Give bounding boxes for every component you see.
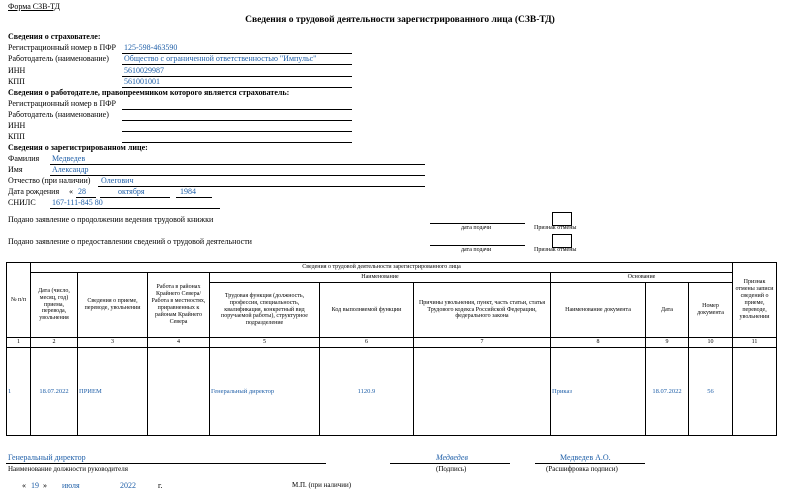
col-number: 7 <box>414 338 551 348</box>
continue-cancel-caption: Признак отмены <box>534 225 577 231</box>
insurer-employer-label: Работодатель (наименование) <box>8 54 109 63</box>
cell-docname[interactable]: Приказ <box>551 347 646 435</box>
snils-label: СНИЛС <box>8 198 36 207</box>
th-cancel: Признак отмены записи сведений о приеме, переводе, увольнении <box>733 263 777 338</box>
col-number: 6 <box>320 338 414 348</box>
th-north: Работа в районах Крайнего Севера/Работа в местностях, приравненных к районам Крайнего Севера <box>148 273 210 338</box>
successor-inn-label: ИНН <box>8 121 26 130</box>
continue-date-caption: дата подачи <box>461 225 492 231</box>
successor-reg-label: Регистрационный номер в ПФР <box>8 99 116 108</box>
col-number: 2 <box>31 338 78 348</box>
th-date: Дата (число, месяц, год) приема, перевода, увольнения <box>31 273 78 338</box>
date-month[interactable]: июля <box>62 481 80 490</box>
date-quote-open: « <box>22 481 26 490</box>
date-quote-close: » <box>43 481 47 490</box>
decode-value[interactable]: Медведев А.О. <box>560 453 611 462</box>
provide-statement-label: Подано заявление о предоставлении сведений о трудовой деятельности <box>8 237 252 246</box>
table-title: Сведения о трудовой деятельности зарегистрированного лица <box>31 263 733 273</box>
provide-date-caption: дата подачи <box>461 247 492 253</box>
cell-code[interactable]: 1120.9 <box>320 347 414 435</box>
provide-cancel-checkbox[interactable] <box>552 234 572 248</box>
th-code: Код выполняемой функции <box>320 283 414 338</box>
col-number: 3 <box>78 338 148 348</box>
signature-value[interactable]: Медведев <box>436 453 468 462</box>
successor-inn-line[interactable] <box>122 131 352 132</box>
th-docnum: Номер документа <box>689 283 733 338</box>
col-number: 4 <box>148 338 210 348</box>
continue-statement-label: Подано заявление о продолжении ведения трудовой книжки <box>8 215 214 224</box>
name-label: Имя <box>8 165 23 174</box>
snils-value[interactable]: 167-111-845 80 <box>52 198 103 207</box>
th-func: Трудовая функция (должность, профессия, специальность, квалификация, конкретный вид поручаемой работы), структурное подразделение <box>210 283 320 338</box>
surname-value[interactable]: Медведев <box>52 154 86 163</box>
provide-date-line[interactable] <box>430 245 525 246</box>
birth-month[interactable]: октября <box>118 187 145 196</box>
col-number: 10 <box>689 338 733 348</box>
col-number: 8 <box>551 338 646 348</box>
cell-num[interactable]: 1 <box>7 347 31 435</box>
successor-kpp-label: КПП <box>8 132 25 141</box>
patronymic-line <box>98 186 425 187</box>
successor-reg-line[interactable] <box>122 109 352 110</box>
insurer-reg-value[interactable]: 125-598-463590 <box>124 43 178 52</box>
col-number: 9 <box>646 338 689 348</box>
signature-caption: (Подпись) <box>436 465 467 473</box>
surname-line <box>50 164 425 165</box>
successor-section-title: Сведения о работодателе, правопреемником которого является страхователь: <box>8 88 290 97</box>
insurer-kpp-label: КПП <box>8 77 25 86</box>
col-number: 11 <box>733 338 777 348</box>
cell-docdate[interactable]: 18.07.2022 <box>646 347 689 435</box>
name-value[interactable]: Александр <box>52 165 89 174</box>
birth-label: Дата рождения <box>8 187 60 196</box>
date-year[interactable]: 2022 <box>120 481 136 490</box>
cell-info[interactable]: ПРИЕМ <box>78 347 148 435</box>
th-docname: Наименование документа <box>551 283 646 338</box>
labor-activity-table <box>6 262 777 436</box>
table-row[interactable] <box>7 347 777 435</box>
birth-day[interactable]: 28 <box>78 187 86 196</box>
col-number: 1 <box>7 338 31 348</box>
continue-cancel-checkbox[interactable] <box>552 212 572 226</box>
patronymic-value[interactable]: Олегович <box>101 176 134 185</box>
birth-month-line <box>100 197 170 198</box>
successor-kpp-line[interactable] <box>122 142 352 143</box>
snils-line <box>50 208 220 209</box>
th-group-basis: Основание <box>551 273 733 283</box>
position-caption: Наименование должности руководителя <box>8 465 128 473</box>
insurer-inn-label: ИНН <box>8 66 26 75</box>
date-day[interactable]: 19 <box>31 481 39 490</box>
successor-employer-label: Работодатель (наименование) <box>8 110 109 119</box>
stamp-label: М.П. (при наличии) <box>292 481 352 489</box>
provide-cancel-caption: Признак отмены <box>534 247 577 253</box>
th-num: № п/п <box>7 263 31 338</box>
document-title: Сведения о трудовой деятельности зарегистрированного лица (СЗВ-ТД) <box>245 15 555 25</box>
position-value[interactable]: Генеральный директор <box>8 453 86 462</box>
position-line <box>6 463 326 464</box>
insurer-reg-label: Регистрационный номер в ПФР <box>8 43 116 52</box>
cell-cancel[interactable] <box>733 347 777 435</box>
insurer-employer-line <box>122 64 352 65</box>
insurer-employer-value[interactable]: Общество с ограниченной ответственностью "Импульс" <box>124 54 317 63</box>
date-year-suffix: г. <box>158 481 163 490</box>
th-reason: Причины увольнения, пункт, часть статьи, статья Трудового кодекса Российской Федерации, федерального закона <box>414 283 551 338</box>
patronymic-label: Отчество (при наличии) <box>8 176 91 185</box>
column-numbers-row <box>7 338 777 348</box>
cell-north[interactable] <box>148 347 210 435</box>
decode-caption: (Расшифровка подписи) <box>546 465 618 473</box>
birth-quote-open: « <box>69 187 73 196</box>
continue-date-line[interactable] <box>430 223 525 224</box>
th-info: Сведения о приеме, переводе, увольнении <box>78 273 148 338</box>
surname-label: Фамилия <box>8 154 40 163</box>
th-docdate: Дата <box>646 283 689 338</box>
col-number: 5 <box>210 338 320 348</box>
decode-line <box>535 463 645 464</box>
cell-date[interactable]: 18.07.2022 <box>31 347 78 435</box>
signature-line <box>390 463 510 464</box>
successor-employer-line[interactable] <box>122 120 352 121</box>
birth-year-line <box>176 197 212 198</box>
insurer-section-title: Сведения о страхователе: <box>8 32 101 41</box>
insurer-kpp-value[interactable]: 561001001 <box>124 77 160 86</box>
cell-reason[interactable] <box>414 347 551 435</box>
th-group-name: Наименование <box>210 273 551 283</box>
cell-func[interactable]: Генеральный директор <box>210 347 320 435</box>
birth-year[interactable]: 1984 <box>180 187 196 196</box>
person-section-title: Сведения о зарегистрированном лице: <box>8 143 148 152</box>
insurer-inn-value[interactable]: 5610029987 <box>124 66 164 75</box>
cell-docnum[interactable]: 56 <box>689 347 733 435</box>
form-label: Форма СЗВ-ТД <box>8 2 60 11</box>
